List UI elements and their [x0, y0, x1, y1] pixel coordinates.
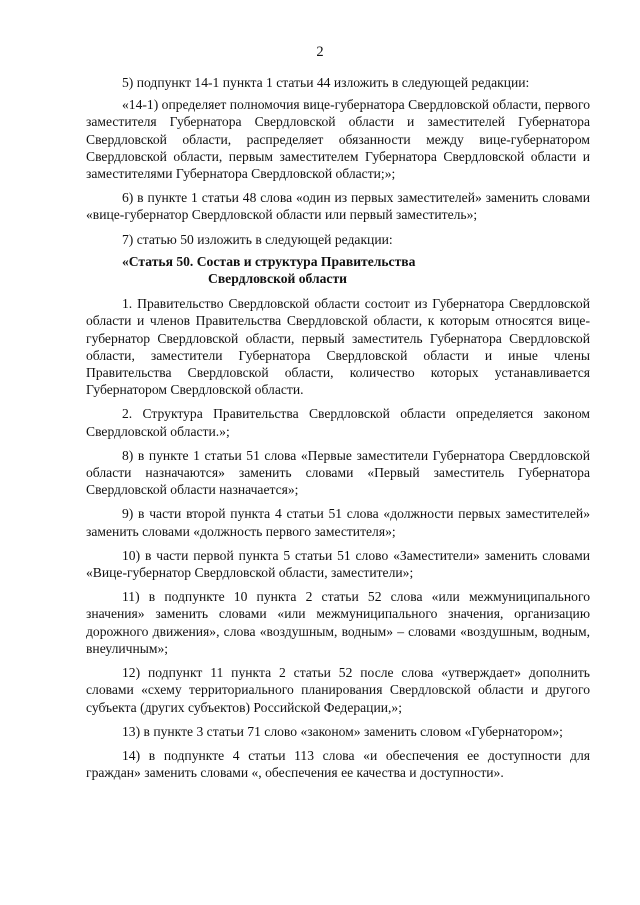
paragraph-item-7: 7) статью 50 изложить в следующей редакции: [122, 231, 393, 247]
paragraph-item-9: 9) в части второй пункта 4 статьи 51 слова «должности первых заместителей» заменить словами «должность первого заместителя»; [86, 506, 590, 539]
paragraph-item-5: 5) подпункт 14-1 пункта 1 статьи 44 изложить в следующей редакции: [122, 75, 530, 90]
paragraph-item-14: 14) в подпункте 4 статьи 113 слова «и обеспечения ее доступности для граждан» заменить словами «, обеспечения ее качества и доступности». [86, 747, 590, 781]
paragraph-item-10: 10) в части первой пункта 5 статьи 51 слово «Заместители» заменить словами «Вице-губернатор Свердловской области, заместители»; [86, 547, 590, 581]
article-paragraph-2: 2. Структура Правительства Свердловской области определяется законом Свердловской области.»; [86, 406, 590, 439]
article-heading-line1: «Статья 50. Состав и структура Правительства [122, 253, 416, 269]
paragraph-item-12: 12) подпункт 11 пункта 2 статьи 52 после слова «утверждает» дополнить словами «схему территориального планирования Свердловской области и другого субъекта (других субъектов) Российской Федерации,»; [86, 665, 590, 715]
paragraph-item-13: 13) в пункте 3 статьи 71 слово «законом» заменить словом «Губернатором»; [122, 723, 563, 739]
paragraph-item-6: 6) в пункте 1 статьи 48 слова «один из первых заместителей» заменить словами «вице-губернатор Свердловской области или первый заместитель»; [86, 190, 590, 223]
article-50-heading [86, 253, 590, 287]
document-body [86, 74, 590, 788]
paragraph-quote-14-1: «14-1) определяет полномочия вице-губернатора Свердловской области, первого заместителя Губернатора Свердловской области и заместителей Губернатора Свердловской области, распределяет обязанности между вице-губернатором Свердловской области, первым заместителем Губернатора Свердловской области и заместителями Губернатора Свердловской области;»; [86, 97, 590, 182]
article-heading-line2: Свердловской области [208, 271, 347, 287]
paragraph-item-11: 11) в подпункте 10 пункта 2 статьи 52 слова «или межмуниципального значения» заменить словами «или межмуниципального значения, организацию дорожного движения», слова «воздушным, водным» – словами «воздушным, водным, внеуличным»; [86, 589, 590, 656]
page-number: 2 [316, 44, 324, 60]
paragraph-item-8: 8) в пункте 1 статьи 51 слова «Первые заместители Губернатора Свердловской области назначаются» заменить словами «Первый заместитель Губернатора Свердловской области назначается»; [86, 447, 590, 498]
article-paragraph-1: 1. Правительство Свердловской области состоит из Губернатора Свердловской области и членов Правительства Свердловской области, к которым относятся вице-губернатор Свердловской области, первый заместитель Губернатора Свердловской области, заместители Губернатора Свердловской области и иные члены Правительства Свердловской области, количество которых устанавливается Губернатором Свердловской области. [86, 296, 590, 398]
